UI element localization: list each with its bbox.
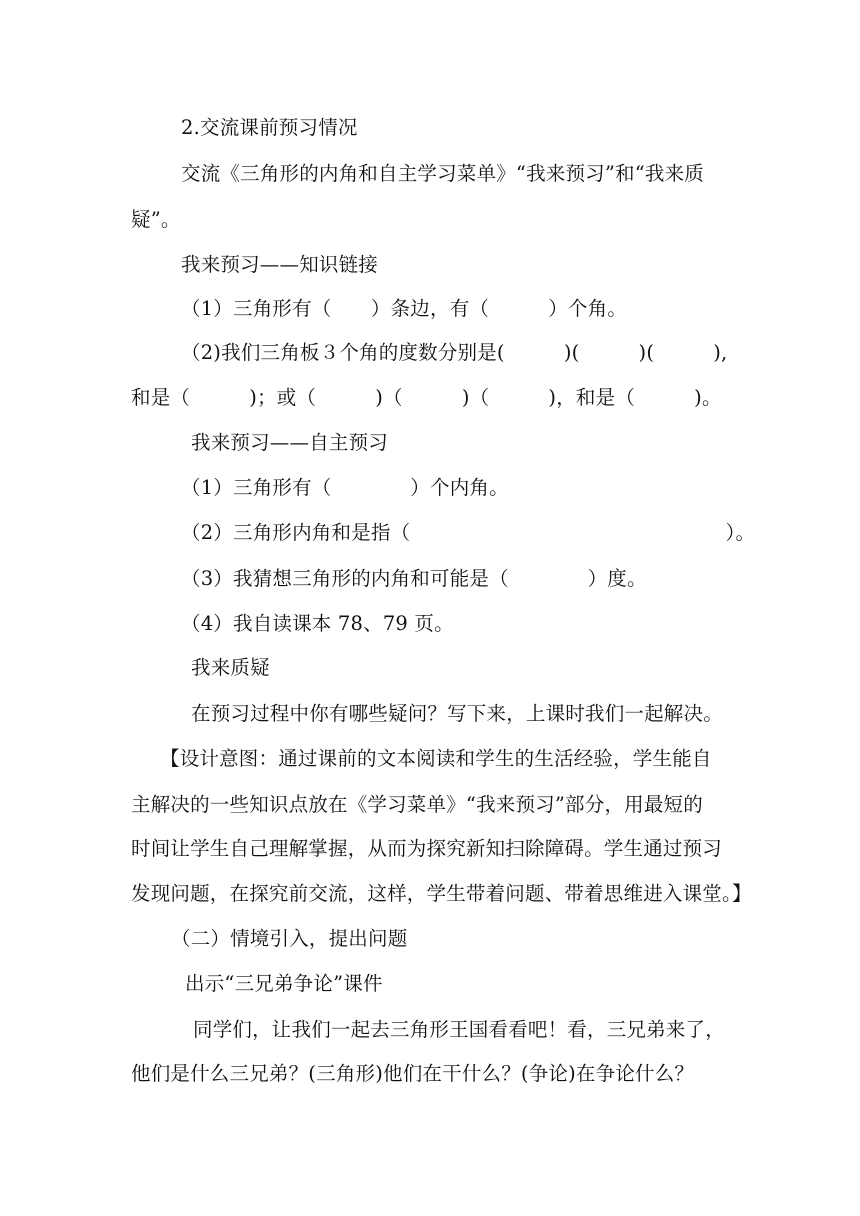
design-intent-line: 【设计意图：通过课前的文本阅读和学生的生活经验，学生能自: [160, 747, 712, 770]
exercise-line: （3）我猜想三角形的内角和可能是（ ）度。: [181, 567, 647, 590]
exercise-line: （1）三角形有（ ）个内角。: [181, 476, 509, 499]
paragraph-line: 出示“三兄弟争论”课件: [185, 972, 383, 995]
exercise-line: （4）我自读课本 78、79 页。: [181, 612, 454, 635]
subheading: 我来预习——知识链接: [181, 253, 379, 276]
exercise-line: 和是（ )；或（ )（ )（ )，和是（ )。: [131, 386, 722, 409]
paragraph-line: 交流《三角形的内角和自主学习菜单》“我来预习”和“我来质: [181, 162, 705, 185]
paragraph-line: 他们是什么三兄弟？(三角形)他们在干什么？(争论)在争论什么？: [131, 1062, 695, 1085]
exercise-line: （2）三角形内角和是指（ ）。: [181, 521, 756, 544]
exercise-line: （1）三角形有（ ）条边，有（ ）个角。: [181, 297, 628, 320]
exercise-line: （2)我们三角板３个角的度数分别是( )( )( ),: [181, 341, 728, 364]
paragraph-line: 疑”。: [131, 208, 181, 231]
section-heading: （二）情境引入，提出问题: [171, 927, 408, 950]
paragraph-line: 同学们，让我们一起去三角形王国看看吧！看，三兄弟来了，: [193, 1018, 725, 1041]
design-intent-line: 时间让学生自己理解掌握，从而为探究新知扫除障碍。学生通过预习: [131, 837, 723, 860]
paragraph-line: 在预习过程中你有哪些疑问？写下来，上课时我们一起解决。: [191, 702, 723, 725]
subheading: 我来质疑: [191, 656, 270, 679]
section-heading: 2.交流课前预习情况: [181, 116, 358, 139]
design-intent-line: 发现问题，在探究前交流，这样，学生带着问题、带着思维进入课堂。】: [131, 882, 752, 905]
subheading: 我来预习——自主预习: [191, 431, 389, 454]
design-intent-line: 主解决的一些知识点放在《学习菜单》“我来预习”部分，用最短的: [131, 793, 703, 816]
